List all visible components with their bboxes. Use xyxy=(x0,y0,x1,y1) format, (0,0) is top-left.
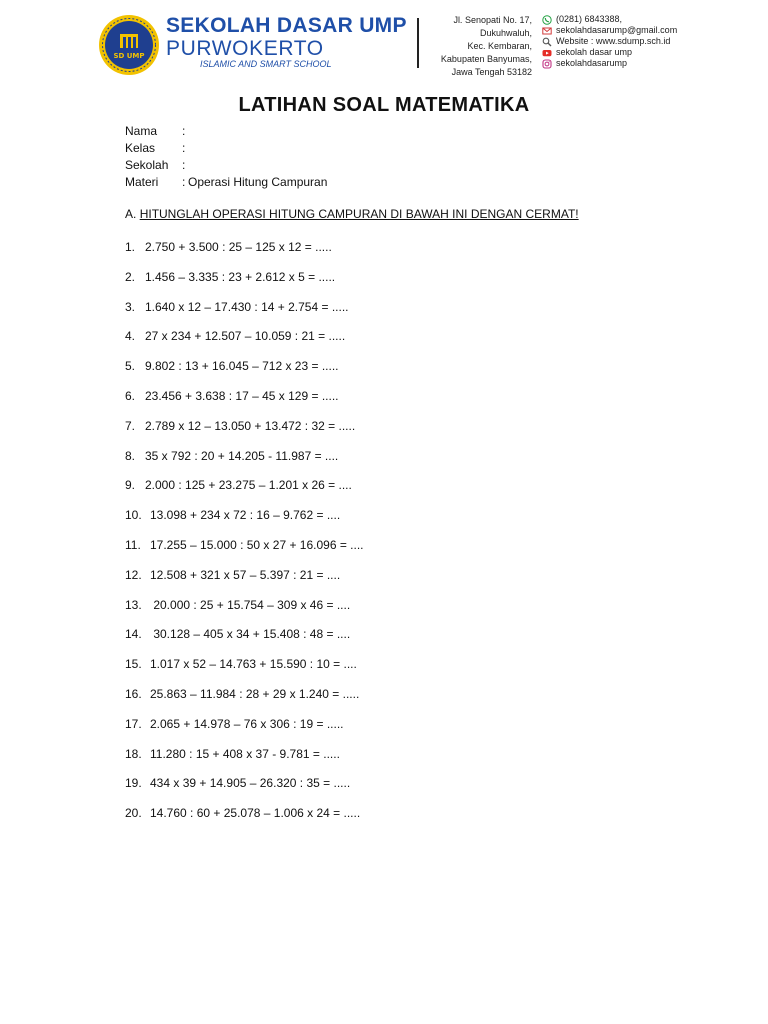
instruction-prefix: A. xyxy=(125,207,137,221)
question-number: 5. xyxy=(125,359,136,374)
question-item xyxy=(125,239,364,269)
address-line: Jl. Senopati No. 17, xyxy=(453,15,532,25)
question-item xyxy=(125,746,364,776)
question-number: 17. xyxy=(125,716,142,731)
question-text: 1.017 x 52 – 14.763 + 15.590 : 10 = .... xyxy=(150,657,357,672)
question-number: 15. xyxy=(125,657,142,672)
question-number: 14. xyxy=(125,627,142,642)
contact-text: sekolahdasarump@gmail.com xyxy=(556,25,678,35)
form-label: Kelas xyxy=(125,141,156,155)
question-text: 12.508 + 321 x 57 – 5.397 : 21 = .... xyxy=(150,567,341,582)
question-item xyxy=(125,299,364,329)
contact-text: sekolah dasar ump xyxy=(556,47,633,57)
question-text: 25.863 – 11.984 : 28 + 29 x 1.240 = ..... xyxy=(150,686,360,701)
question-number: 10. xyxy=(125,508,142,523)
form-separator: : xyxy=(182,158,186,172)
question-number: 16. xyxy=(125,686,142,701)
question-number: 19. xyxy=(125,776,142,791)
contact-text: (0281) 6843388, xyxy=(556,14,623,24)
question-text: 14.760 : 60 + 25.078 – 1.006 x 24 = ..... xyxy=(150,806,361,821)
form-label: Nama xyxy=(125,124,158,138)
question-item xyxy=(125,418,364,448)
question-number: 12. xyxy=(125,567,142,582)
contact-email xyxy=(542,25,677,36)
question-item xyxy=(125,567,364,597)
contact-instagram xyxy=(542,58,677,69)
school-city: PURWOKERTO xyxy=(166,37,324,60)
question-text: 434 x 39 + 14.905 – 26.320 : 35 = ..... xyxy=(150,776,351,791)
question-text: 13.098 + 234 x 72 : 16 – 9.762 = .... xyxy=(150,508,341,523)
question-number: 6. xyxy=(125,388,136,403)
contact-youtube xyxy=(542,47,677,58)
question-text: 2.750 + 3.500 : 25 – 125 x 12 = ..... xyxy=(145,240,332,254)
contact-phone xyxy=(542,14,677,25)
address-line: Dukuhwaluh, xyxy=(479,28,532,38)
question-item xyxy=(125,626,364,656)
question-item xyxy=(125,686,364,716)
question-number: 18. xyxy=(125,746,142,761)
form-row-nama xyxy=(125,123,327,140)
question-text: 30.128 – 405 x 34 + 15.408 : 48 = .... xyxy=(150,627,351,642)
contact-website xyxy=(542,36,677,47)
question-text: 2.000 : 125 + 23.275 – 1.201 x 26 = .... xyxy=(145,478,352,493)
form-label: Sekolah xyxy=(125,158,169,172)
youtube-icon xyxy=(542,48,552,58)
form-separator: : xyxy=(182,124,186,138)
form-row-kelas xyxy=(125,140,327,157)
question-item xyxy=(125,656,364,686)
question-item xyxy=(125,507,364,537)
question-item xyxy=(125,328,364,358)
school-tagline: ISLAMIC AND SMART SCHOOL xyxy=(200,59,332,69)
question-item xyxy=(125,716,364,746)
instruction-text: HITUNGLAH OPERASI HITUNG CAMPURAN DI BAWAH INI DENGAN CERMAT! xyxy=(139,207,579,221)
question-text: 27 x 234 + 12.507 – 10.059 : 21 = ..... xyxy=(145,329,346,344)
question-number: 11. xyxy=(125,537,141,552)
phone-icon xyxy=(542,15,552,25)
question-text: 2.789 x 12 – 13.050 + 13.472 : 32 = ..... xyxy=(145,418,356,433)
form-row-sekolah xyxy=(125,157,327,174)
question-number: 4. xyxy=(125,329,136,344)
question-number: 9. xyxy=(125,478,136,493)
question-text: 1.640 x 12 – 17.430 : 14 + 2.754 = ..... xyxy=(145,299,349,314)
student-info-form xyxy=(125,123,327,191)
question-number: 13. xyxy=(125,597,142,612)
form-separator: : xyxy=(182,175,186,189)
instagram-icon xyxy=(542,59,552,69)
question-item xyxy=(125,477,364,507)
question-number: 7. xyxy=(125,418,136,433)
school-address xyxy=(400,14,532,79)
instruction xyxy=(125,207,579,221)
question-text: 23.456 + 3.638 : 17 – 45 x 129 = ..... xyxy=(145,388,339,403)
contact-text: sekolahdasarump xyxy=(556,58,628,68)
question-number: 1. xyxy=(125,240,136,254)
contact-text: Website : www.sdump.sch.id xyxy=(556,36,671,46)
school-contacts xyxy=(542,14,677,69)
logo-text: SD UMP xyxy=(113,52,145,60)
question-list xyxy=(125,239,364,835)
letterhead xyxy=(0,0,768,80)
question-item xyxy=(125,269,364,299)
search-icon xyxy=(542,37,552,47)
form-value: Operasi Hitung Campuran xyxy=(188,175,328,189)
address-line: Jawa Tengah 53182 xyxy=(451,67,532,77)
question-number: 2. xyxy=(125,269,136,284)
question-number: 8. xyxy=(125,448,136,463)
school-name: SEKOLAH DASAR UMP xyxy=(166,14,407,37)
question-item xyxy=(125,358,364,388)
question-text: 9.802 : 13 + 16.045 – 712 x 23 = ..... xyxy=(145,359,339,374)
document-title: LATIHAN SOAL MATEMATIKA xyxy=(238,94,530,116)
question-item xyxy=(125,775,364,805)
question-text: 20.000 : 25 + 15.754 – 309 x 46 = .... xyxy=(150,597,351,612)
question-item xyxy=(125,537,364,567)
school-logo-icon xyxy=(98,14,160,76)
question-text: 35 x 792 : 20 + 14.205 - 11.987 = .... xyxy=(145,448,339,463)
question-item xyxy=(125,388,364,418)
question-text: 2.065 + 14.978 – 76 x 306 : 19 = ..... xyxy=(150,716,344,731)
email-icon xyxy=(542,26,552,36)
form-row-materi xyxy=(125,174,327,191)
address-line: Kec. Kembaran, xyxy=(467,41,532,51)
question-item xyxy=(125,448,364,478)
form-separator: : xyxy=(182,141,186,155)
question-item xyxy=(125,597,364,627)
form-label: Materi xyxy=(125,175,159,189)
question-number: 20. xyxy=(125,806,142,821)
question-text: 17.255 – 15.000 : 50 x 27 + 16.096 = .... xyxy=(150,537,364,552)
address-line: Kabupaten Banyumas, xyxy=(440,54,532,64)
question-number: 3. xyxy=(125,299,136,314)
question-text: 11.280 : 15 + 408 x 37 - 9.781 = ..... xyxy=(150,746,340,761)
question-item xyxy=(125,805,364,835)
question-text: 1.456 – 3.335 : 23 + 2.612 x 5 = ..... xyxy=(145,269,336,284)
